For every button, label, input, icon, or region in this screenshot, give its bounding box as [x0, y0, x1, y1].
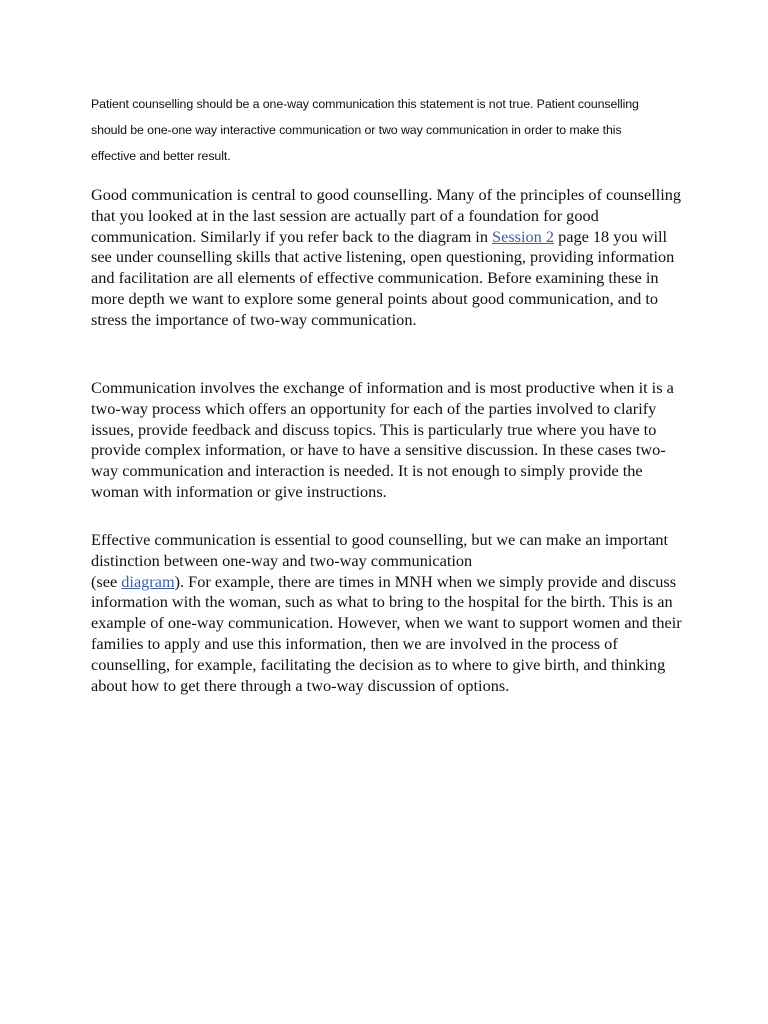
paragraph-3-text-end: ). For example, there are times in MNH when we simply provide and discuss information with the woman, such as what to bring to the hospital for the birth. This is an example of one-way communication. However, when we want to support women and their families to apply and use this information, then we are involved in the process of counselling, for example, facilitating the decision as to where to give birth, and thinking about how to get there through a two-way discussion of options.	[91, 571, 682, 695]
paragraph-good-communication	[91, 185, 691, 331]
paragraph-effective-communication	[91, 530, 691, 696]
intro-line-3: effective and better result.	[91, 149, 231, 163]
session-2-link[interactable]: Session 2	[492, 226, 555, 246]
paragraph-3-text-start: (see	[91, 571, 122, 591]
paragraph-1-text-start: Good communication is central to good counselling. Many of the principles of counselling that you looked at in the last session are actually part of a foundation for good communication. Similarly if you refer back to the diagram in	[91, 185, 682, 246]
diagram-link[interactable]: diagram	[121, 571, 175, 591]
intro-line-2: should be one-one way interactive communication or two way communication in order to make this	[91, 123, 622, 137]
intro-line-1: Patient counselling should be a one-way communication this statement is not true. Patient counselling	[91, 97, 639, 111]
paragraph-3-line-1: Effective communication is essential to good counselling, but we can make an important distinction between one-way and two-way communication	[91, 530, 669, 570]
paragraph-1-text-end: page 18 you will see under counselling skills that active listening, open questioning, providing information and facilitation are all elements of effective communication. Before examining these in more depth we want to explore some general points about good communication, and to stress the importance of two-way communication.	[91, 226, 675, 329]
paragraph-communication-exchange: Communication involves the exchange of information and is most productive when it is a two-way process which offers an opportunity for each of the parties involved to clarify issues, provide feedback and discuss topics. This is particularly true where you have to provide complex information, or have to have a sensitive discussion. In these cases two-way communication and interaction is needed. It is not enough to simply provide the woman with information or give instructions.	[91, 378, 674, 501]
intro-paragraph	[91, 91, 691, 169]
